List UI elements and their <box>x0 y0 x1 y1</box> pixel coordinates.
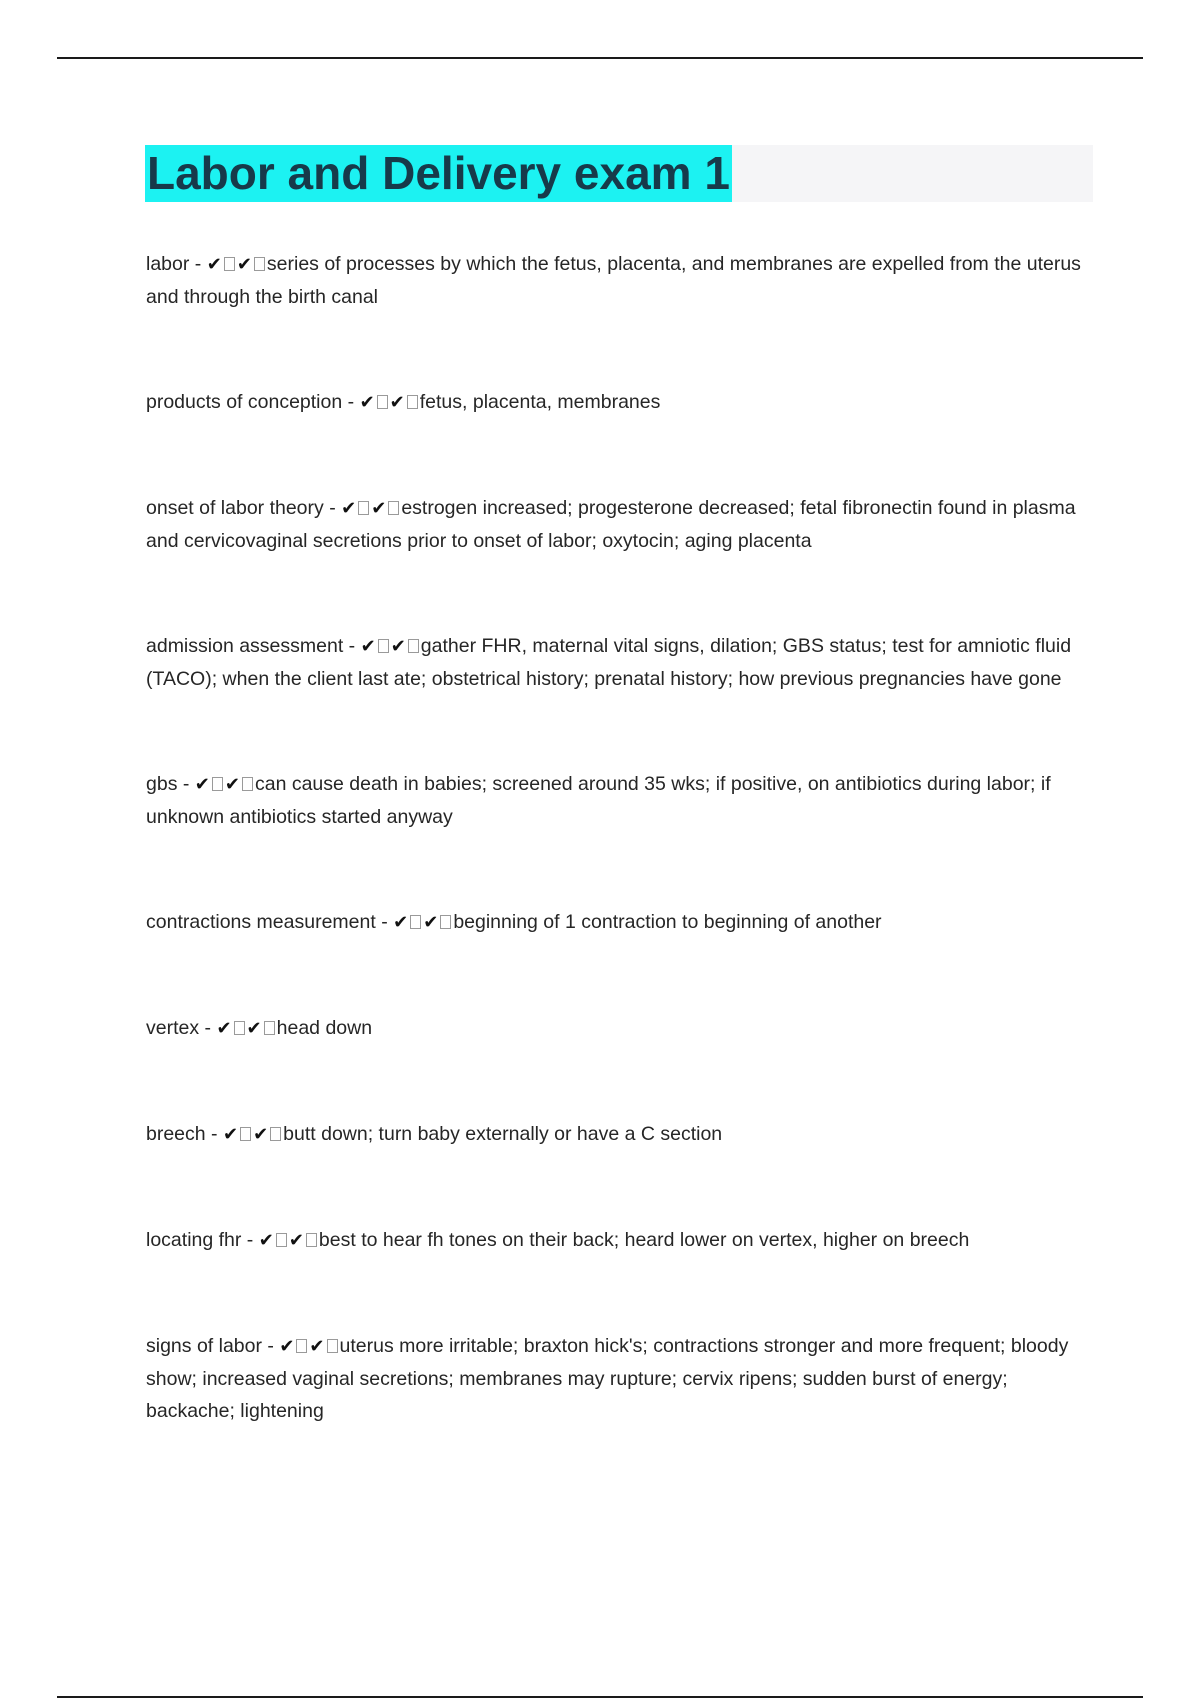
box-icon <box>242 777 253 791</box>
entry-definition: butt down; turn baby externally or have a C section <box>283 1123 723 1145</box>
entry-definition: head down <box>276 1017 373 1039</box>
footer-rule <box>57 1696 1143 1698</box>
header-rule <box>57 57 1143 59</box>
entry-separator: - <box>375 911 394 933</box>
list-item <box>146 492 1096 557</box>
entry-separator: - <box>177 773 195 795</box>
entry-term: contractions measurement <box>146 911 376 933</box>
check-icon: ✔ <box>288 1230 304 1251</box>
check-icon: ✔ <box>222 1124 239 1145</box>
box-icon <box>240 1127 251 1141</box>
entry-term: products of conception <box>146 391 343 413</box>
box-icon <box>388 501 399 515</box>
check-icon: ✔ <box>258 1230 274 1251</box>
list-item <box>146 1330 1096 1427</box>
entry-term: admission assessment <box>146 635 344 657</box>
entry-definition: series of processes by which the fetus, placenta, and membranes are expelled from the uterus and through the birth canal <box>146 253 1081 308</box>
check-icon: ✔ <box>236 254 252 275</box>
box-icon <box>264 1021 275 1035</box>
check-icon: ✔ <box>246 1018 262 1039</box>
box-icon <box>377 395 388 409</box>
check-icon: ✔ <box>359 392 375 413</box>
list-item <box>146 768 1096 833</box>
entry-term: onset of labor theory <box>146 497 324 519</box>
box-icon <box>378 639 389 653</box>
entry-term: gbs <box>146 773 178 795</box>
check-icon: ✔ <box>423 912 439 933</box>
entry-definition: uterus more irritable; braxton hick's; contractions stronger and more frequent; bloody show; increased vaginal secretions; membranes may rupture; cervix ripens; sudden burst of energy; backache; lightening <box>146 1335 1069 1422</box>
entry-definition: best to hear fh tones on their back; heard lower on vertex, higher on breech <box>318 1229 970 1251</box>
entry-separator: - <box>342 391 360 413</box>
entry-separator: - <box>199 1017 217 1039</box>
check-icon: ✔ <box>279 1336 295 1357</box>
page-title: Labor and Delivery exam 1 <box>145 145 732 202</box>
entry-term: labor <box>146 253 190 275</box>
check-icon: ✔ <box>253 1124 269 1145</box>
list-item <box>146 1118 1096 1151</box>
list-item <box>146 630 1096 695</box>
check-icon: ✔ <box>341 498 357 519</box>
box-icon <box>306 1233 317 1247</box>
check-icon: ✔ <box>194 774 210 795</box>
box-icon <box>410 915 421 929</box>
entry-term: signs of labor <box>146 1335 262 1357</box>
entry-definition: gather FHR, maternal vital signs, dilation; GBS status; test for amniotic fluid (TACO); when the client last ate; obstetrical history; prenatal history; how previous pregnancies have gone <box>146 635 1072 690</box>
box-icon <box>440 915 451 929</box>
box-icon <box>224 257 235 271</box>
entry-separator: - <box>241 1229 259 1251</box>
entry-definition: estrogen increased; progesterone decreased; fetal fibronectin found in plasma and cervicovaginal secretions prior to onset of labor; oxytocin; aging placenta <box>146 497 1076 552</box>
box-icon <box>407 395 418 409</box>
entry-separator: - <box>261 1335 280 1357</box>
entry-separator: - <box>189 253 207 275</box>
list-item <box>146 906 1096 939</box>
check-icon: ✔ <box>216 1018 232 1039</box>
check-icon: ✔ <box>390 636 406 657</box>
box-icon <box>296 1339 307 1353</box>
list-item <box>146 1224 1096 1257</box>
list-item <box>146 1012 1096 1045</box>
check-icon: ✔ <box>371 498 387 519</box>
entry-term: breech <box>146 1123 206 1145</box>
check-icon: ✔ <box>393 912 409 933</box>
box-icon <box>327 1339 338 1353</box>
box-icon <box>358 501 369 515</box>
entry-term: vertex <box>146 1017 200 1039</box>
check-icon: ✔ <box>309 1336 325 1357</box>
entry-separator: - <box>323 497 342 519</box>
check-icon: ✔ <box>389 392 405 413</box>
entry-definition: fetus, placenta, membranes <box>419 391 661 413</box>
entry-separator: - <box>343 635 361 657</box>
box-icon <box>276 1233 287 1247</box>
box-icon <box>254 257 265 271</box>
box-icon <box>212 777 223 791</box>
box-icon <box>234 1021 245 1035</box>
entry-definition: can cause death in babies; screened around 35 wks; if positive, on antibiotics during labor; if unknown antibiotics started anyway <box>146 773 1051 828</box>
box-icon <box>408 639 419 653</box>
list-item <box>146 248 1096 313</box>
entry-separator: - <box>205 1123 223 1145</box>
check-icon: ✔ <box>206 254 222 275</box>
entry-term: locating fhr <box>146 1229 242 1251</box>
entry-definition: beginning of 1 contraction to beginning of another <box>453 911 882 933</box>
box-icon <box>270 1127 281 1141</box>
check-icon: ✔ <box>224 774 240 795</box>
check-icon: ✔ <box>360 636 376 657</box>
entry-list <box>146 248 1096 1427</box>
list-item <box>146 386 1096 419</box>
